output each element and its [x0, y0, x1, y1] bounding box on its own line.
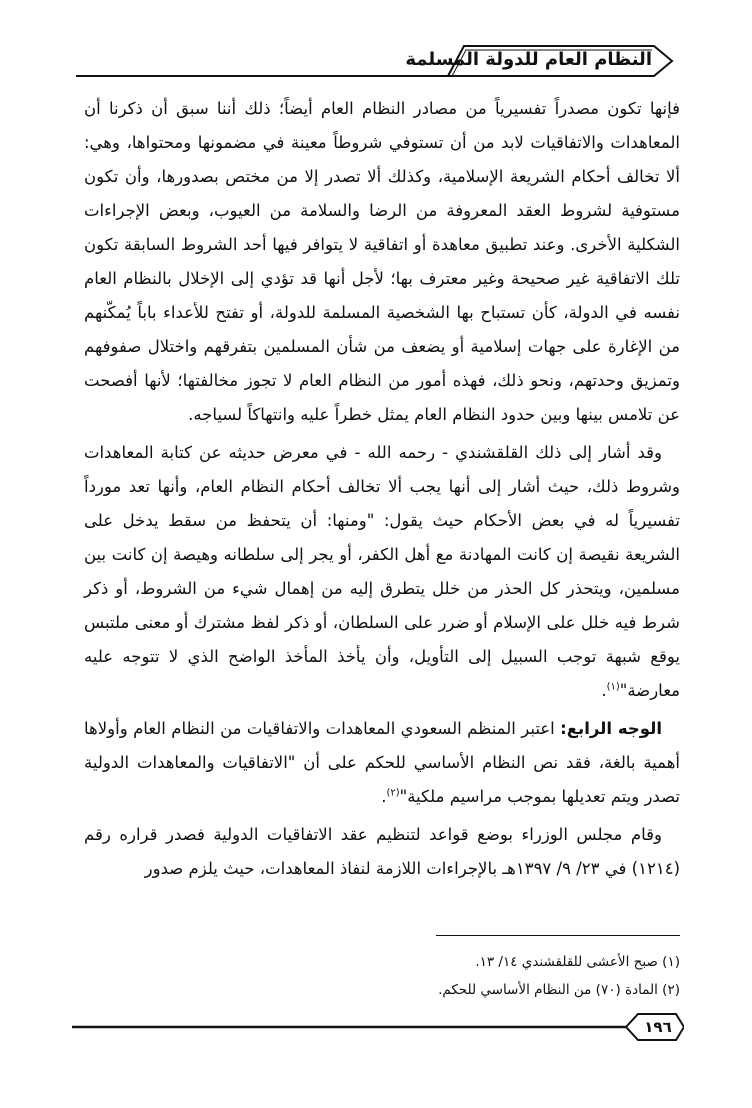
- header-title: النظام العام للدولة المسلمة: [405, 49, 652, 70]
- footnotes: [84, 948, 680, 1004]
- footnote-2: (٢) المادة (٧٠) من النظام الأساسي للحكم.: [438, 982, 680, 998]
- footnote-ref-2[interactable]: (٢): [386, 787, 400, 799]
- paragraph-3-text: اعتبر المنظم السعودي المعاهدات والاتفاقيات من النظام العام وأولاها أهمية بالغة، فقد نص النظام الأساسي للحكم على أن "الاتفاقيات والمعاهدات الدولية تصدر ويتم تعديلها بموجب مراسيم ملكية": [84, 719, 680, 806]
- paragraph-1: فإنها تكون مصدراً تفسيرياً من مصادر النظام العام أيضاً؛ ذلك أننا سبق أن ذكرنا أن المعاهدات والاتفاقيات لابد من أن تستوفي شروطاً معينة في مضمونها ومحتواها، وهي: ألا تخالف أحكام الشريعة الإسلامية، وكذلك ألا تصدر إلا من مختص بصدورها، وأن تكون مستوفية لشروط العقد المعروفة من الرضا والسلامة من العيوب، وبعض الإجراءات الشكلية الأخرى. وعند تطبيق معاهدة أو اتفاقية لا يتوافر فيها أحد الشروط السابقة تكون تلك الاتفاقية غير صحيحة وغير معترف بها؛ لأجل أنها قد تؤدي إلى الإخلال بالنظام العام نفسه في الدولة، كأن تستباح بها الشخصية المسلمة للدولة، أو تفتح للأعداء باباً يُمكّنهم من الإغارة على جهات إسلامية أو يضعف من شأن المسلمين بتفرقهم واختلال صفوفهم وتمزيق وحدتهم، ونحو ذلك، فهذه أمور من النظام العام لا تجوز مخالفتها؛ لأنها أفصحت عن تلامس بينها وبين حدود النظام العام يمثل خطراً عليه وانتهاكاً لسياجه.: [84, 99, 680, 424]
- footnote-divider: [436, 935, 680, 936]
- footnote-ref-1[interactable]: (١): [606, 681, 620, 693]
- paragraph-3: الوجه الرابع: اعتبر المنظم السعودي المعاهدات والاتفاقيات من النظام العام وأولاها أهمية بالغة، فقد نص النظام الأساسي للحكم على أن "الاتفاقيات والمعاهدات الدولية تصدر ويتم تعديلها بموجب مراسيم ملكية"$^{(٢)}$.: [84, 719, 680, 806]
- page-footer: [72, 1010, 684, 1044]
- paragraph-2: وقد أشار إلى ذلك القلقشندي - رحمه الله - في معرض حديثه عن كتابة المعاهدات وشروط ذلك، حيث أشار إلى أنها يجب ألا تخالف أحكام النظام العام، وأنها تعد مورداً تفسيرياً له في بعض الأحكام حيث يقول: "ومنها: أن يتحفظ من سقط يدخل على الشريعة نقيصة إن كانت المهادنة مع أهل الكفر، أو يجر إلى سلطانه وهيصة إن كانت بين مسلمين، ويتحذر كل الحذر من خلل يتطرق إليه من إهمال شيء من الشروط، أو ذكر شرط فيه خلل على الإسلام أو ضرر على السلطان، أو ذكر لفظ مشترك أو معنى ملتبس يوقع شبهة توجب السبيل إلى التأويل، وأن يأخذ المأخذ الواضح الذي لا تتوجه عليه معارضة"$^{(١)}$.: [84, 443, 680, 700]
- paragraph-2-text: وقد أشار إلى ذلك القلقشندي - رحمه الله - في معرض حديثه عن كتابة المعاهدات وشروط ذلك، حيث أشار إلى أنها يجب ألا تخالف أحكام النظام العام، وأنها تعد مورداً تفسيرياً له في بعض الأحكام حيث يقول: "ومنها: أن يتحفظ من سقط يدخل على الشريعة نقيصة إن كانت المهادنة مع أهل الكفر، أو يجر إلى سلطانه وهيصة إن كانت بين مسلمين، ويتحذر كل الحذر من خلل يتطرق إليه من إهمال شيء من الشروط، أو ذكر شرط فيه خلل على الإسلام أو ضرر على السلطان، أو ذكر لفظ مشترك أو معنى ملتبس يوقع شبهة توجب السبيل إلى التأويل، وأن يأخذ المأخذ الواضح الذي لا تتوجه عليه معارضة": [84, 443, 680, 700]
- main-text: [84, 92, 680, 890]
- footer-frame: [72, 1010, 684, 1044]
- running-header: [76, 38, 676, 84]
- footnote-1: (١) صبح الأعشى للقلقشندي ١٤/ ١٣.: [475, 954, 680, 970]
- paragraph-3-lead: الوجه الرابع:: [560, 719, 662, 738]
- page-number: ١٩٦: [644, 1018, 672, 1036]
- paragraph-4: وقام مجلس الوزراء بوضع قواعد لتنظيم عقد الاتفاقيات الدولية فصدر قراره رقم (١٢١٤) في ٢٣/ ٩/ ١٣٩٧هـ بالإجراءات اللازمة لنفاذ المعاهدات، حيث يلزم صدور: [84, 825, 680, 878]
